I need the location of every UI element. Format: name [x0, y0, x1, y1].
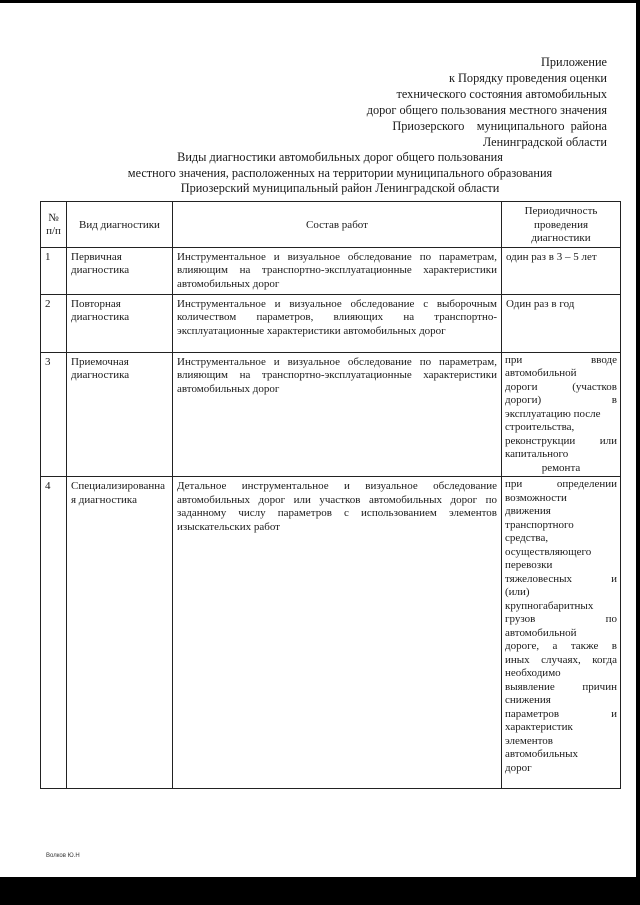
row-period [502, 294, 621, 352]
appendix-line: Ленинградской области [482, 135, 607, 149]
period-line: Один раз в год [506, 297, 575, 310]
appendix-line: к Порядку проведения оценки [449, 71, 607, 85]
row-num: 2 [41, 294, 67, 352]
scan-edge-top [0, 0, 640, 3]
period-line: грузов по [505, 613, 617, 625]
period-line: иных случаях, когда [505, 653, 617, 666]
header-num: № п/п [41, 202, 67, 248]
row-type: Приемочная диагностика [67, 352, 173, 477]
header-work: Состав работ [173, 202, 502, 248]
row-period [502, 352, 621, 477]
scan-edge-bottom [0, 877, 640, 905]
table-row [41, 477, 621, 789]
appendix-line: технического состояния автомобильных [396, 87, 607, 101]
header-period: Периодичность проведения диагностики [502, 202, 621, 248]
period-line: средства, [505, 532, 549, 544]
table-row [41, 294, 621, 352]
row-num: 4 [41, 477, 67, 789]
period-line: автомобильной [505, 367, 577, 379]
period-line: крупногабаритных [505, 599, 594, 612]
title-line: Приозерский муниципальный район Ленинградской области [180, 181, 500, 195]
period-line: необходимо [505, 667, 561, 679]
period-line: элементов [505, 734, 553, 747]
signature-footnote: Волков Ю.Н [46, 853, 80, 859]
scan-edge-right [636, 0, 640, 905]
row-work: Инструментальное и визуальное обследование по параметрам, влияющим на транспортно-эксплуатационные характеристики автомобильных дорог [173, 247, 502, 294]
period-line: перевозки [505, 559, 553, 571]
period-line: ремонта [541, 461, 581, 474]
title-line: Виды диагностики автомобильных дорог общего пользования [177, 150, 503, 164]
period-line: реконструкции или [505, 434, 617, 447]
period-line: эксплуатацию после [505, 407, 601, 420]
period-line: дорог [505, 761, 532, 774]
period-line: один раз в 3 – 5 лет [506, 250, 597, 263]
table-row [41, 352, 621, 477]
period-line: автомобильных [505, 748, 578, 760]
row-period [502, 247, 621, 294]
row-work: Инструментальное и визуальное обследование по параметрам, влияющим на транспортно-эксплуатационные характеристики автомобильных дорог [173, 352, 502, 477]
appendix-line: дорог общего пользования местного значения [366, 103, 607, 117]
appendix-line: Приозерского муниципального района [392, 119, 607, 133]
period-line: дороги) в [505, 394, 617, 406]
period-line: капитального [505, 448, 569, 460]
table-row [41, 247, 621, 294]
appendix-header [277, 54, 607, 150]
row-num: 1 [41, 247, 67, 294]
header-type: Вид диагностики [67, 202, 173, 248]
period-line: снижения [505, 694, 551, 706]
period-line: возможности [505, 491, 567, 504]
row-type: Повторная диагностика [67, 294, 173, 352]
period-line: осуществляющего [505, 545, 592, 558]
period-line: дороге, а также в [505, 640, 617, 652]
row-type: Специализированная диагностика [67, 477, 173, 789]
period-line: (или) [505, 586, 530, 598]
period-line: строительства, [505, 421, 575, 433]
period-line: выявление причин [505, 680, 617, 693]
row-work: Детальное инструментальное и визуальное обследование автомобильных дорог или участков автомобильных дорог по заданному числу параметров с использованием элементов изыскательских работ [173, 477, 502, 789]
period-line: параметров и [505, 707, 617, 720]
diagnostics-table [40, 201, 621, 789]
period-line: дороги (участков [505, 380, 617, 393]
period-line: движения [505, 505, 551, 517]
period-line: тяжеловесных и [505, 572, 617, 585]
period-line: транспортного [505, 518, 574, 531]
title-line: местного значения, расположенных на территории муниципального образования [127, 165, 553, 180]
row-period [502, 477, 621, 789]
period-line: характеристик [505, 721, 573, 733]
row-type: Первичная диагностика [67, 247, 173, 294]
period-line: автомобильной [505, 626, 577, 639]
appendix-line: Приложение [541, 55, 607, 69]
row-work: Инструментальное и визуальное обследование с выборочным количеством параметров, влияющих на транспортно-эксплуатационные характеристики автомобильных дорог [173, 294, 502, 352]
document-title [60, 150, 620, 197]
row-num: 3 [41, 352, 67, 477]
period-line: при вводе [505, 353, 617, 366]
period-line: при определении [505, 478, 617, 490]
